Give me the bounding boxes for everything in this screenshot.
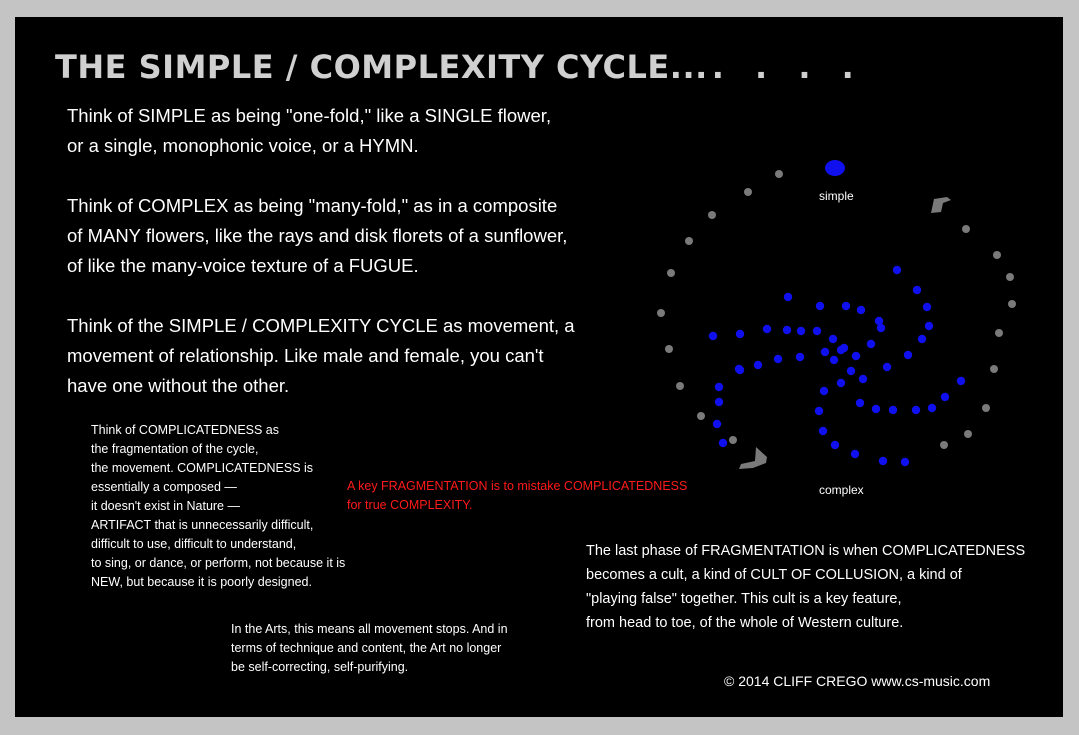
inner-dot — [913, 286, 921, 294]
text-line: terms of technique and content, the Art no longer — [231, 641, 502, 655]
text-line: the fragmentation of the cycle, — [91, 442, 259, 456]
inner-dot — [847, 367, 855, 375]
inner-dot — [797, 327, 805, 335]
outer-dot — [995, 329, 1003, 337]
outer-dot — [993, 251, 1001, 259]
inner-dot — [815, 407, 823, 415]
text-line: of MANY flowers, like the rays and disk florets of a sunflower, — [67, 225, 568, 246]
inner-dot — [928, 404, 936, 412]
inner-dot — [774, 355, 782, 363]
inner-dot — [735, 365, 743, 373]
inner-dot — [813, 327, 821, 335]
page-title: THE SIMPLE / COMPLEXITY CYCLE... . . . . — [55, 48, 864, 86]
text-line: from head to toe, of the whole of Western culture. — [586, 615, 904, 631]
inner-dot — [857, 306, 865, 314]
outer-dot — [940, 441, 948, 449]
inner-dot — [904, 351, 912, 359]
outer-dot — [964, 430, 972, 438]
text-line: or a single, monophonic voice, or a HYMN. — [67, 135, 419, 156]
gray-blob-bottom — [739, 447, 767, 469]
inner-dot — [713, 420, 721, 428]
inner-dot — [830, 356, 838, 364]
inner-dot — [872, 405, 880, 413]
inner-dot — [889, 406, 897, 414]
label-complex: complex — [819, 483, 864, 497]
inner-dot — [925, 322, 933, 330]
outer-dot — [990, 365, 998, 373]
copyright-notice: © 2014 CLIFF CREGO www.cs-music.com — [724, 673, 991, 689]
outer-dot — [697, 412, 705, 420]
text-line: Think of SIMPLE as being "one-fold," like a SINGLE flower, — [67, 105, 552, 126]
text-line: The last phase of FRAGMENTATION is when COMPLICATEDNESS — [586, 543, 1026, 559]
text-line: becomes a cult, a kind of CULT OF COLLUSION, a kind of — [586, 567, 962, 583]
inner-dot — [877, 324, 885, 332]
text-line: Think of COMPLICATEDNESS as — [91, 423, 280, 437]
inner-dot — [893, 266, 901, 274]
outer-dot — [657, 309, 665, 317]
text-line: movement of relationship. Like male and female, you can't — [67, 345, 544, 366]
inner-dot — [763, 325, 771, 333]
outer-dot — [1008, 300, 1016, 308]
outer-dot — [982, 404, 990, 412]
simple-blob — [825, 160, 845, 176]
text-line: Think of COMPLEX as being "many-fold," as in a composite — [67, 195, 558, 216]
gray-blob-top — [931, 197, 951, 213]
inner-dot — [715, 383, 723, 391]
inner-dot — [829, 335, 837, 343]
label-simple: simple — [819, 189, 854, 203]
inner-dot — [736, 330, 744, 338]
text-line: it doesn't exist in Nature — — [91, 499, 240, 513]
text-line: to sing, or dance, or perform, not because it is — [91, 556, 346, 570]
outer-dot — [676, 382, 684, 390]
text-line: essentially a composed — — [91, 480, 237, 494]
inner-dot — [851, 450, 859, 458]
outer-dot — [775, 170, 783, 178]
inner-dot — [856, 399, 864, 407]
text-line: Think of the SIMPLE / COMPLEXITY CYCLE as movement, a — [67, 315, 575, 336]
outer-dot — [667, 269, 675, 277]
inner-spiral-dots — [709, 266, 965, 466]
text-line: have one without the other. — [67, 375, 290, 396]
outer-dot — [729, 436, 737, 444]
text-line: the movement. COMPLICATEDNESS is — [91, 461, 314, 475]
inner-dot — [821, 348, 829, 356]
inner-dot — [819, 427, 827, 435]
outer-dot — [1006, 273, 1014, 281]
inner-dot — [783, 326, 791, 334]
title-trailing-dots: . . . . — [711, 48, 864, 86]
inner-dot — [719, 439, 727, 447]
inner-dot — [796, 353, 804, 361]
outer-dot — [744, 188, 752, 196]
inner-dot — [923, 303, 931, 311]
inner-dot — [912, 406, 920, 414]
outer-dot-ring — [657, 170, 1016, 449]
outer-dot — [685, 237, 693, 245]
inner-dot — [842, 302, 850, 310]
inner-dot — [754, 361, 762, 369]
inner-dot — [709, 332, 717, 340]
inner-dot — [918, 335, 926, 343]
outer-dot — [962, 225, 970, 233]
text-line: A key FRAGMENTATION is to mistake COMPLICATEDNESS — [347, 479, 688, 493]
inner-dot — [957, 377, 965, 385]
outer-dot — [665, 345, 673, 353]
inner-dot — [715, 398, 723, 406]
text-line: ARTIFACT that is unnecessarily difficult, — [91, 518, 314, 532]
inner-dot — [859, 375, 867, 383]
cycle-diagram — [15, 17, 1063, 717]
text-line: be self-correcting, self-purifying. — [231, 660, 409, 674]
text-line: "playing false" together. This cult is a key feature, — [586, 591, 902, 607]
inner-dot — [867, 340, 875, 348]
text-line: for true COMPLEXITY. — [347, 498, 473, 512]
text-line: of like the many-voice texture of a FUGUE. — [67, 255, 419, 276]
inner-dot — [820, 387, 828, 395]
inner-dot — [784, 293, 792, 301]
inner-dot — [816, 302, 824, 310]
inner-dot — [883, 363, 891, 371]
inner-dot — [852, 352, 860, 360]
inner-dot — [879, 457, 887, 465]
text-line: In the Arts, this means all movement stops. And in — [231, 622, 508, 636]
diagram-panel — [15, 17, 1063, 717]
inner-dot — [837, 379, 845, 387]
inner-dot — [837, 346, 845, 354]
inner-dot — [941, 393, 949, 401]
text-line: difficult to use, difficult to understand, — [91, 537, 297, 551]
inner-dot — [831, 441, 839, 449]
inner-dot — [901, 458, 909, 466]
outer-dot — [708, 211, 716, 219]
text-line: NEW, but because it is poorly designed. — [91, 575, 312, 589]
